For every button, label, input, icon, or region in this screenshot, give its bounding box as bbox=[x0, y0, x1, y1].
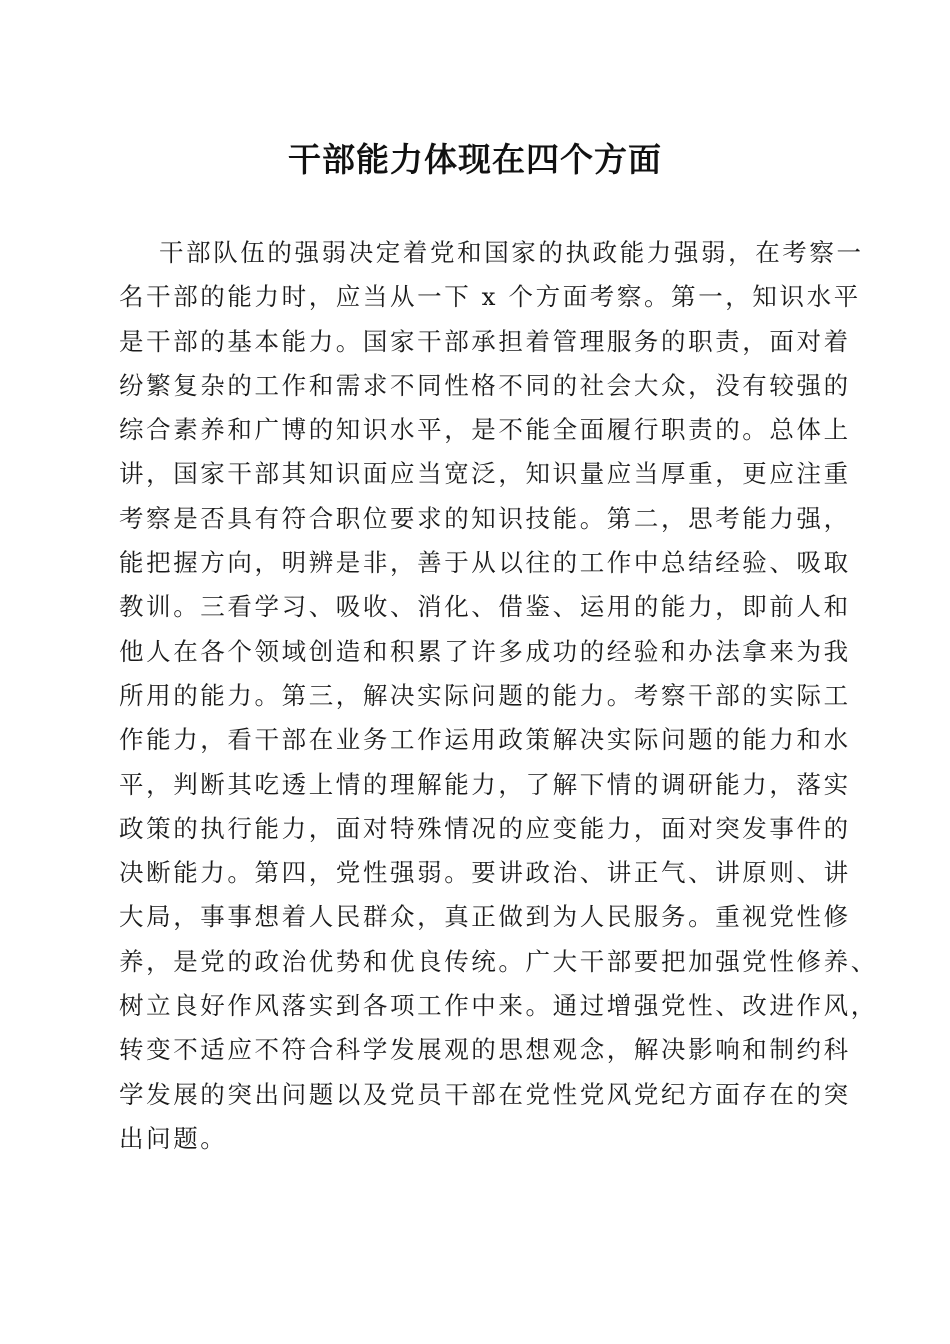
paragraph-line: 是干部的基本能力。国家干部承担着管理服务的职责，面对着 bbox=[119, 326, 851, 356]
paragraph-line: 养，是党的政治优势和优良传统。广大干部要把加强党性修养、 bbox=[119, 946, 878, 976]
paragraph-line: 学发展的突出问题以及党员干部在党性党风党纪方面存在的突 bbox=[119, 1079, 851, 1109]
paragraph-line: 干部队伍的强弱决定着党和国家的执政能力强弱，在考察一 bbox=[159, 238, 864, 267]
paragraph-line: 作能力，看干部在业务工作运用政策解决实际问题的能力和水 bbox=[119, 725, 851, 755]
paragraph-line: 综合素养和广博的知识水平，是不能全面履行职责的。总体上 bbox=[119, 415, 851, 445]
paragraph-line: 讲，国家干部其知识面应当宽泛，知识量应当厚重，更应注重 bbox=[119, 459, 851, 489]
paragraph-line: 所用的能力。第三，解决实际问题的能力。考察干部的实际工 bbox=[119, 680, 851, 710]
paragraph-line: 政策的执行能力，面对特殊情况的应变能力，面对突发事件的 bbox=[119, 813, 851, 843]
body-paragraph bbox=[119, 231, 878, 1161]
paragraph-line: 大局，事事想着人民群众，真正做到为人民服务。重视党性修 bbox=[119, 902, 851, 932]
paragraph-line: 出问题。 bbox=[119, 1123, 228, 1153]
page-title: 干部能力体现在四个方面 bbox=[288, 140, 662, 179]
paragraph-line: 纷繁复杂的工作和需求不同性格不同的社会大众，没有较强的 bbox=[119, 370, 851, 400]
paragraph-line: 平，判断其吃透上情的理解能力，了解下情的调研能力，落实 bbox=[119, 769, 851, 799]
paragraph-line: 树立良好作风落实到各项工作中来。通过增强党性、改进作风， bbox=[119, 991, 878, 1021]
paragraph-line: 教训。三看学习、吸收、消化、借鉴、运用的能力，即前人和 bbox=[119, 592, 851, 622]
paragraph-line: 他人在各个领域创造和积累了许多成功的经验和办法拿来为我 bbox=[119, 636, 851, 666]
paragraph-line: 名干部的能力时，应当从一下 x 个方面考察。第一，知识水平 bbox=[119, 282, 861, 312]
paragraph-line: 决断能力。第四，党性强弱。要讲政治、讲正气、讲原则、讲 bbox=[119, 858, 851, 888]
paragraph-line: 转变不适应不符合科学发展观的思想观念，解决影响和制约科 bbox=[119, 1035, 851, 1065]
paragraph-line: 能把握方向，明辨是非，善于从以往的工作中总结经验、吸取 bbox=[119, 548, 851, 578]
paragraph-line: 考察是否具有符合职位要求的知识技能。第二，思考能力强， bbox=[119, 503, 851, 533]
